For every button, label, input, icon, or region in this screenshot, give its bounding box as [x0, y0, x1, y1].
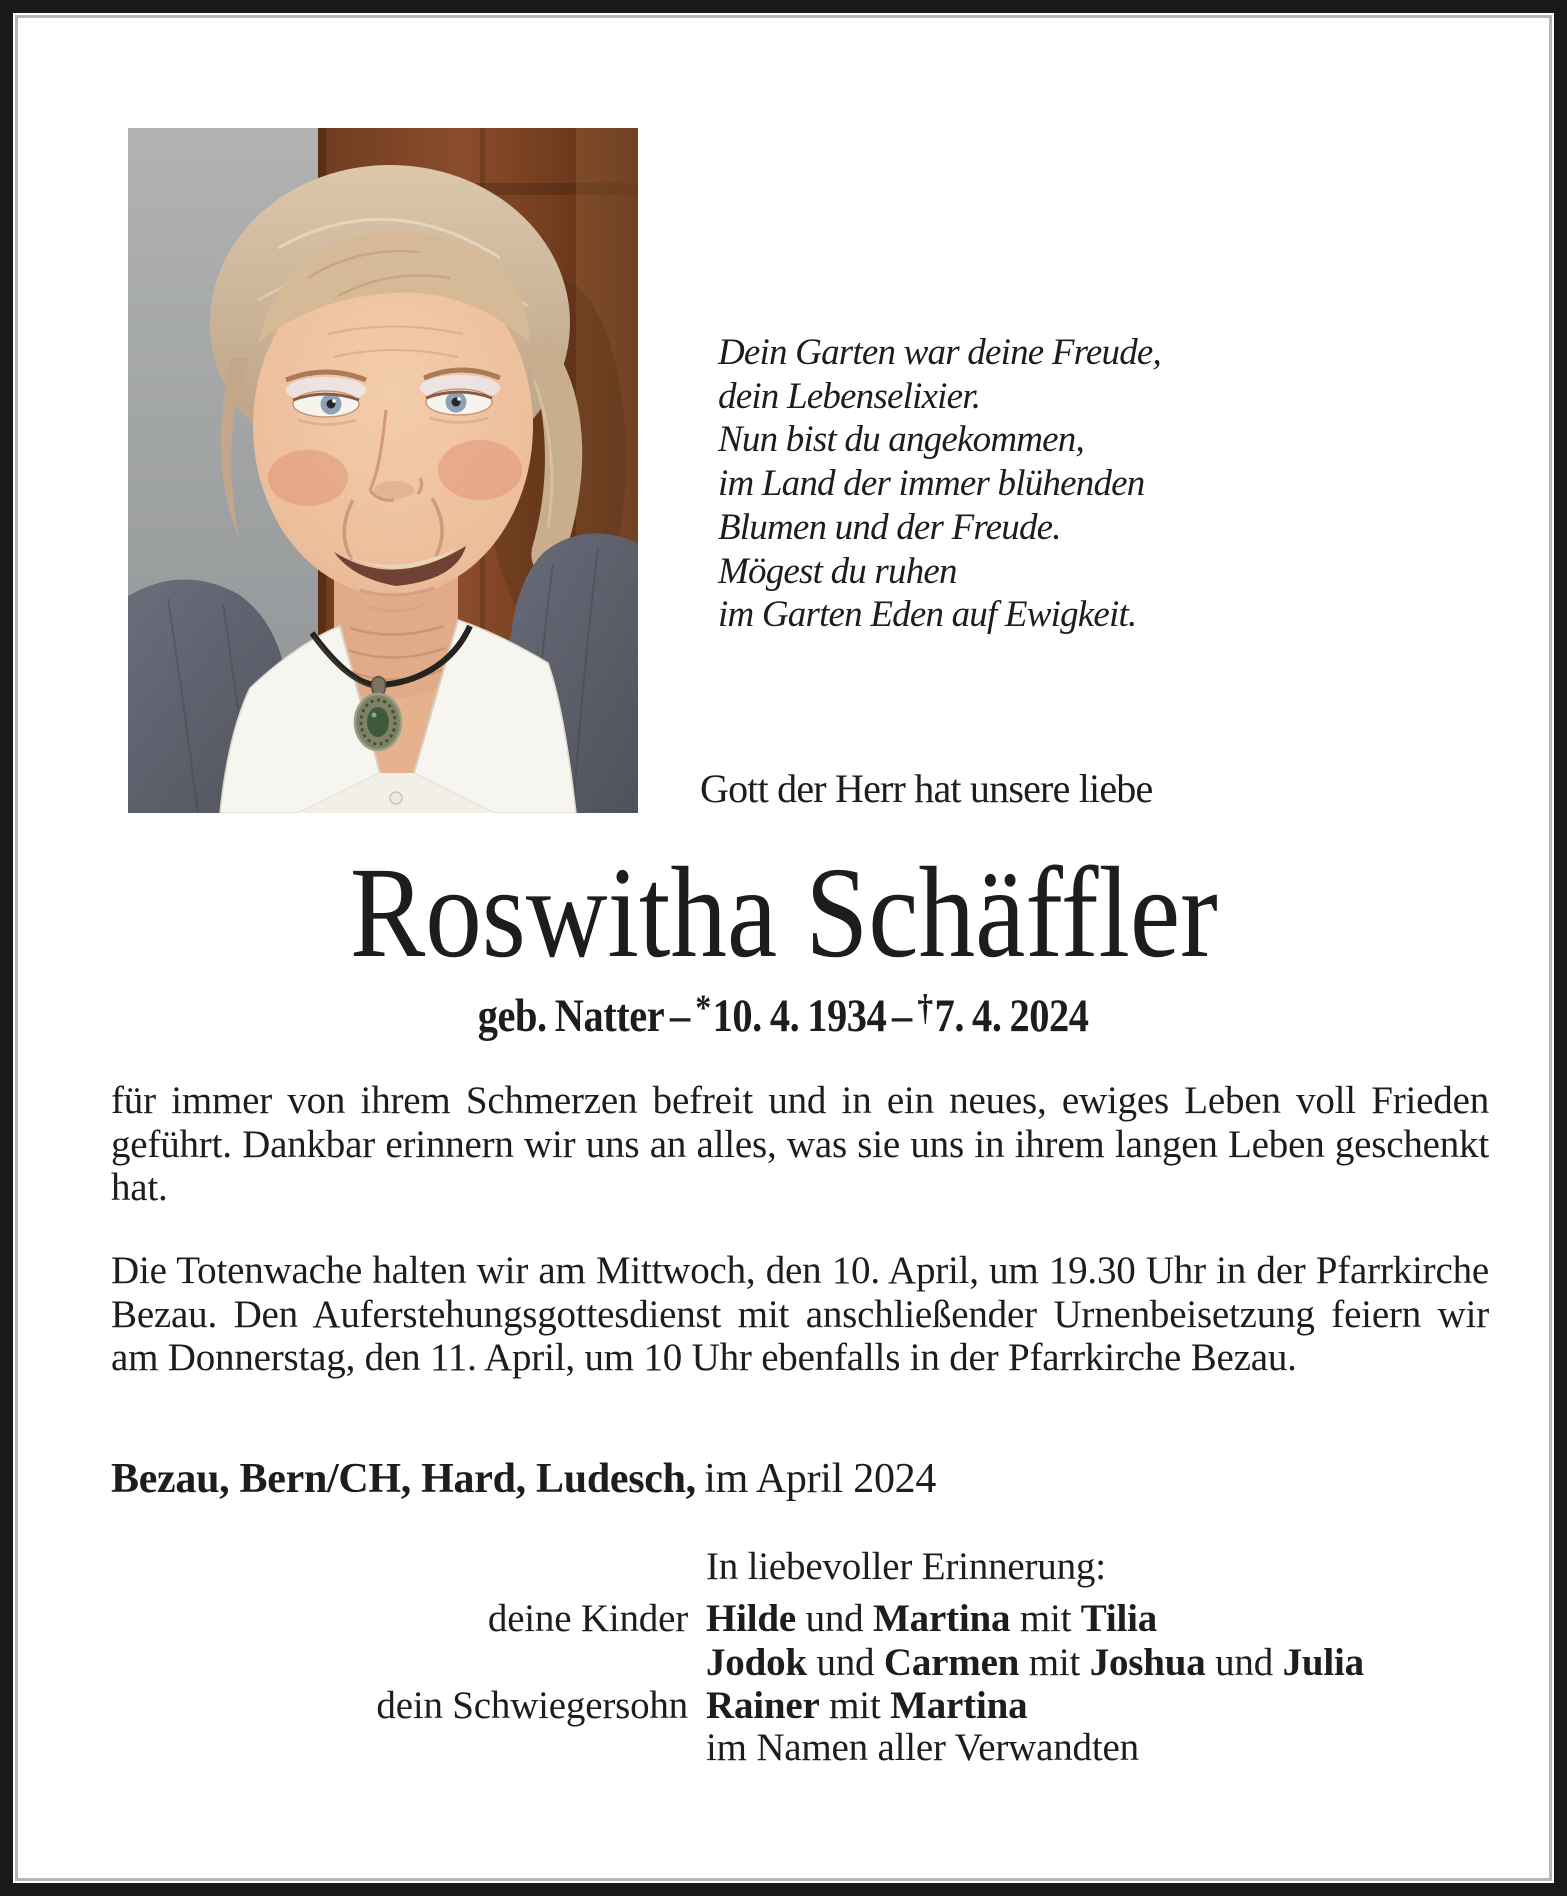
poem-line: dein Lebenselixier. [718, 375, 981, 417]
family-name: Martina [890, 1684, 1028, 1727]
poem-line: Dein Garten war deine Freude, [718, 332, 1161, 373]
places-date-line [111, 1455, 936, 1503]
body-paragraph-1: für immer von ihrem Schmerzen befreit und in ein neues, ewiges Leben voll Frieden geführt. Dankbar erinnern wir uns an alles, was sie uns in ihrem langen Leben geschenkt hat. [111, 1079, 1489, 1210]
places-date: im April 2024 [704, 1456, 937, 1502]
family-name: Hilde [706, 1597, 797, 1640]
memorial-poem [718, 331, 1161, 637]
family-name: Martina [873, 1597, 1011, 1640]
poem-line: im Land der immer blühenden [718, 463, 1145, 505]
deceased-name [0, 841, 1567, 985]
family-name: Julia [1282, 1641, 1364, 1684]
vitals-line [0, 988, 1567, 1043]
family-name: Carmen [883, 1641, 1020, 1684]
son-in-law-row [706, 1683, 1486, 1728]
poem-line: im Garten Eden auf Ewigkeit. [718, 594, 1137, 636]
family-name: Joshua [1089, 1641, 1206, 1684]
death-date: 7. 4. 2024 [934, 989, 1089, 1042]
joiner: und [1205, 1641, 1283, 1684]
remembrance-heading: In liebevoller Erinnerung: [706, 1545, 1106, 1588]
maiden-name: geb. Natter [478, 989, 665, 1042]
dash-separator: – [670, 989, 691, 1042]
label-children: deine Kinder [487, 1597, 688, 1640]
intro-line: Gott der Herr hat unsere liebe [700, 766, 1153, 811]
joiner: mit [1019, 1641, 1090, 1684]
family-name: Rainer [706, 1684, 820, 1727]
places-bold: Bezau, Bern/CH, Hard, Ludesch, [111, 1456, 696, 1502]
joiner: mit [819, 1684, 891, 1727]
birth-date: 10. 4. 1934 [712, 989, 887, 1042]
poem-line: Nun bist du angekommen, [718, 419, 1084, 461]
joiner: mit [1010, 1597, 1081, 1640]
birth-star-symbol: * [695, 987, 712, 1028]
dash-separator: – [892, 989, 913, 1042]
children-row-1 [706, 1596, 1486, 1641]
children-row-2 [706, 1640, 1486, 1685]
deceased-name-text: Roswitha Schäffler [349, 841, 1218, 985]
poem-line: Blumen und der Freude. [718, 506, 1061, 548]
joiner: und [796, 1597, 874, 1640]
body-paragraph-2: Die Totenwache halten wir am Mittwoch, den 10. April, um 19.30 Uhr in der Pfarrkirche Bezau. Den Auferstehungsgottesdienst mit anschließender Urnenbeisetzung feiern wir am Donnerstag, den 11. April, um 10 Uhr ebenfalls in der Pfarrkirche Bezau. [111, 1249, 1489, 1380]
poem-line: Mögest du ruhen [718, 550, 957, 592]
family-name: Jodok [706, 1641, 807, 1684]
label-son-in-law: dein Schwiegersohn [376, 1684, 688, 1727]
death-cross-symbol: † [917, 987, 934, 1028]
closing-line: im Namen aller Verwandten [706, 1726, 1139, 1769]
family-name: Tilia [1080, 1597, 1158, 1640]
joiner: und [806, 1641, 884, 1684]
portrait-photo [128, 128, 638, 813]
